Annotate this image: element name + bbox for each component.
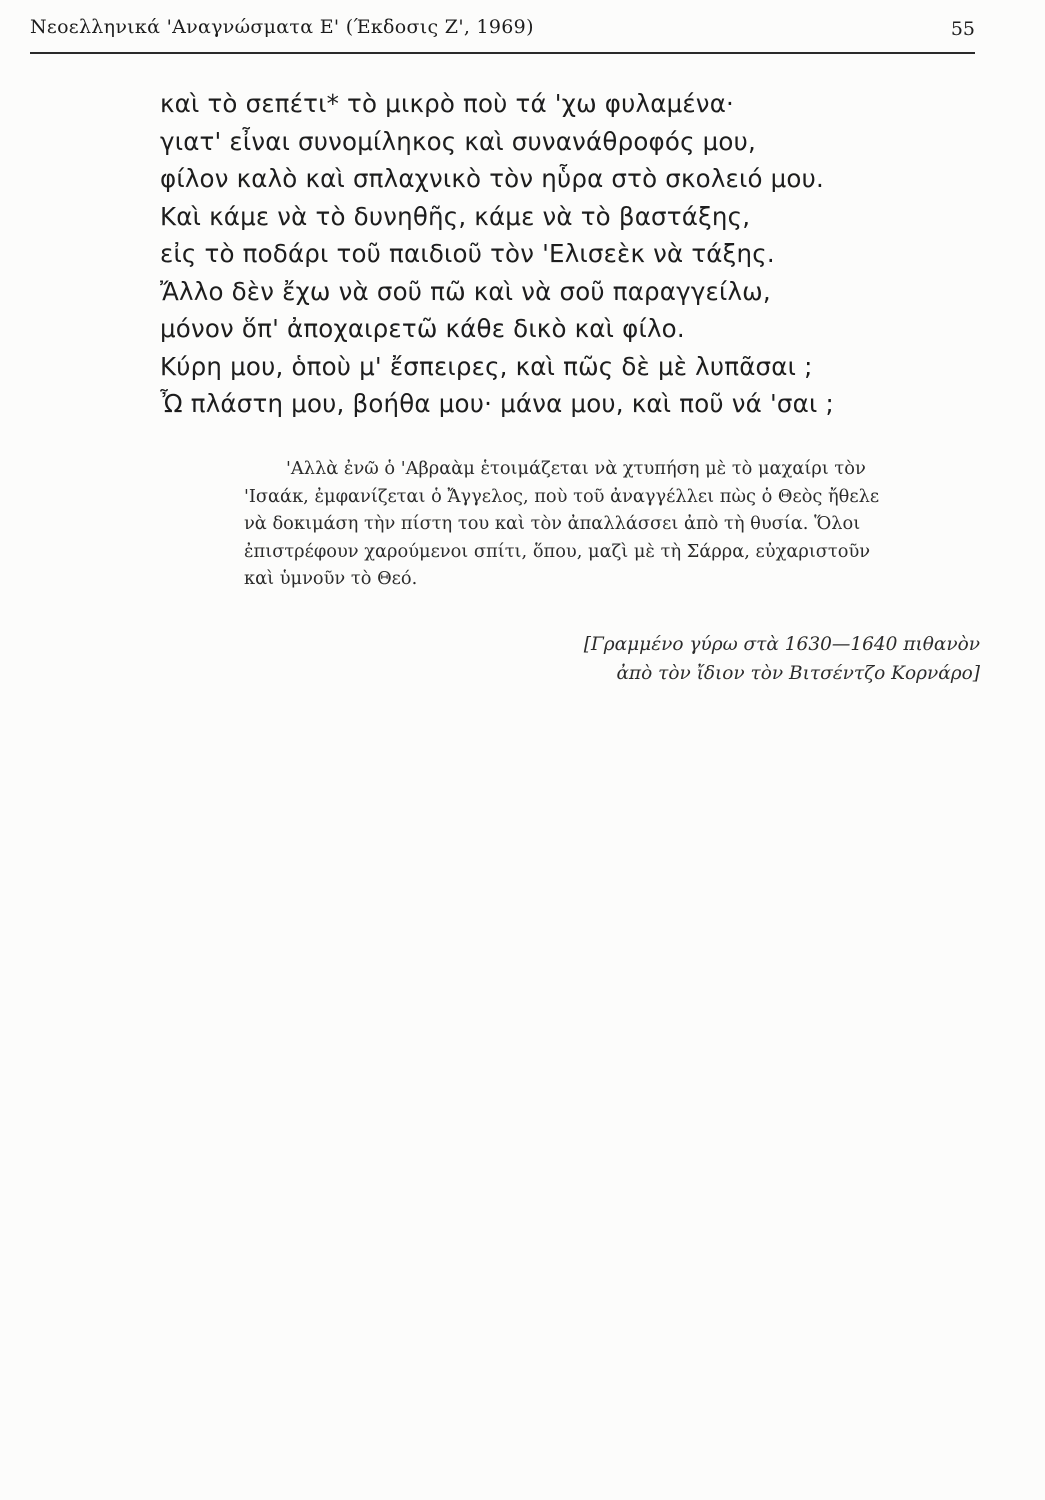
prose-line: ἐπιστρέφουν χαρούμενοι σπίτι, ὅπου, μαζὶ μὲ τὴ Σάρρα, εὐχαριστοῦν bbox=[244, 540, 871, 562]
poem-line: Κύρη μου, ὁποὺ μ' ἔσπειρες, καὶ πῶς δὲ μὲ λυπᾶσαι ; bbox=[160, 351, 813, 381]
source-line: [Γραμμένο γύρω στὰ 1630—1640 πιθανὸν bbox=[583, 634, 980, 655]
poem-line: μόνον ὅπ' ἀποχαιρετῶ κάθε δικὸ καὶ φίλο. bbox=[160, 314, 685, 343]
page-number: 55 bbox=[950, 18, 975, 40]
running-title: Νεοελληνικά 'Αναγνώσματα Ε' (Έκδοσις Ζ', 1969) bbox=[30, 16, 534, 38]
prose-line: 'Αλλὰ ἐνῶ ὁ 'Αβραὰμ ἑτοιμάζεται νὰ χτυπήση μὲ τὸ μαχαίρι τὸν bbox=[286, 458, 866, 479]
summary-paragraph bbox=[244, 455, 982, 593]
prose-line: 'Ισαάκ, ἐμφανίζεται ὁ Ἄγγελος, ποὺ τοῦ ἀναγγέλλει πὼς ὁ Θεὸς ἤθελε bbox=[244, 485, 880, 507]
poem-line: Ὦ πλάστη μου, βοήθα μου· μάνα μου, καὶ ποῦ νά 'σαι ; bbox=[160, 389, 834, 418]
page-header bbox=[30, 12, 975, 48]
prose-line: καὶ ὑμνοῦν τὸ Θεό. bbox=[244, 568, 418, 590]
poem-excerpt bbox=[160, 85, 980, 423]
poem-line: Ἄλλο δὲν ἔχω νὰ σοῦ πῶ καὶ νὰ σοῦ παραγγείλω, bbox=[160, 276, 771, 306]
poem-line: καὶ τὸ σεπέτι* τὸ μικρὸ ποὺ τά 'χω φυλαμένα· bbox=[160, 89, 735, 118]
header-rule bbox=[30, 52, 975, 54]
poem-line: εἰς τὸ ποδάρι τοῦ παιδιοῦ τὸν 'Ελισεὲκ νὰ τάξης. bbox=[160, 239, 775, 268]
prose-line: νὰ δοκιμάση τὴν πίστη του καὶ τὸν ἀπαλλάσσει ἀπὸ τὴ θυσία. Ὅλοι bbox=[244, 513, 861, 535]
source-line: ἀπὸ τὸν ἴδιον τὸν Βιτσέντζο Κορνάρο] bbox=[616, 663, 980, 684]
poem-line: φίλον καλὸ καὶ σπλαχνικὸ τὸν ηὗρα στὸ σκολειό μου. bbox=[160, 164, 824, 193]
poem-line: Καὶ κάμε νὰ τὸ δυνηθῆς, κάμε νὰ τὸ βαστάξης, bbox=[160, 201, 751, 231]
poem-line: γιατ' εἶναι συνομίληκος καὶ συνανάθροφός μου, bbox=[160, 126, 756, 156]
source-attribution bbox=[540, 630, 980, 688]
